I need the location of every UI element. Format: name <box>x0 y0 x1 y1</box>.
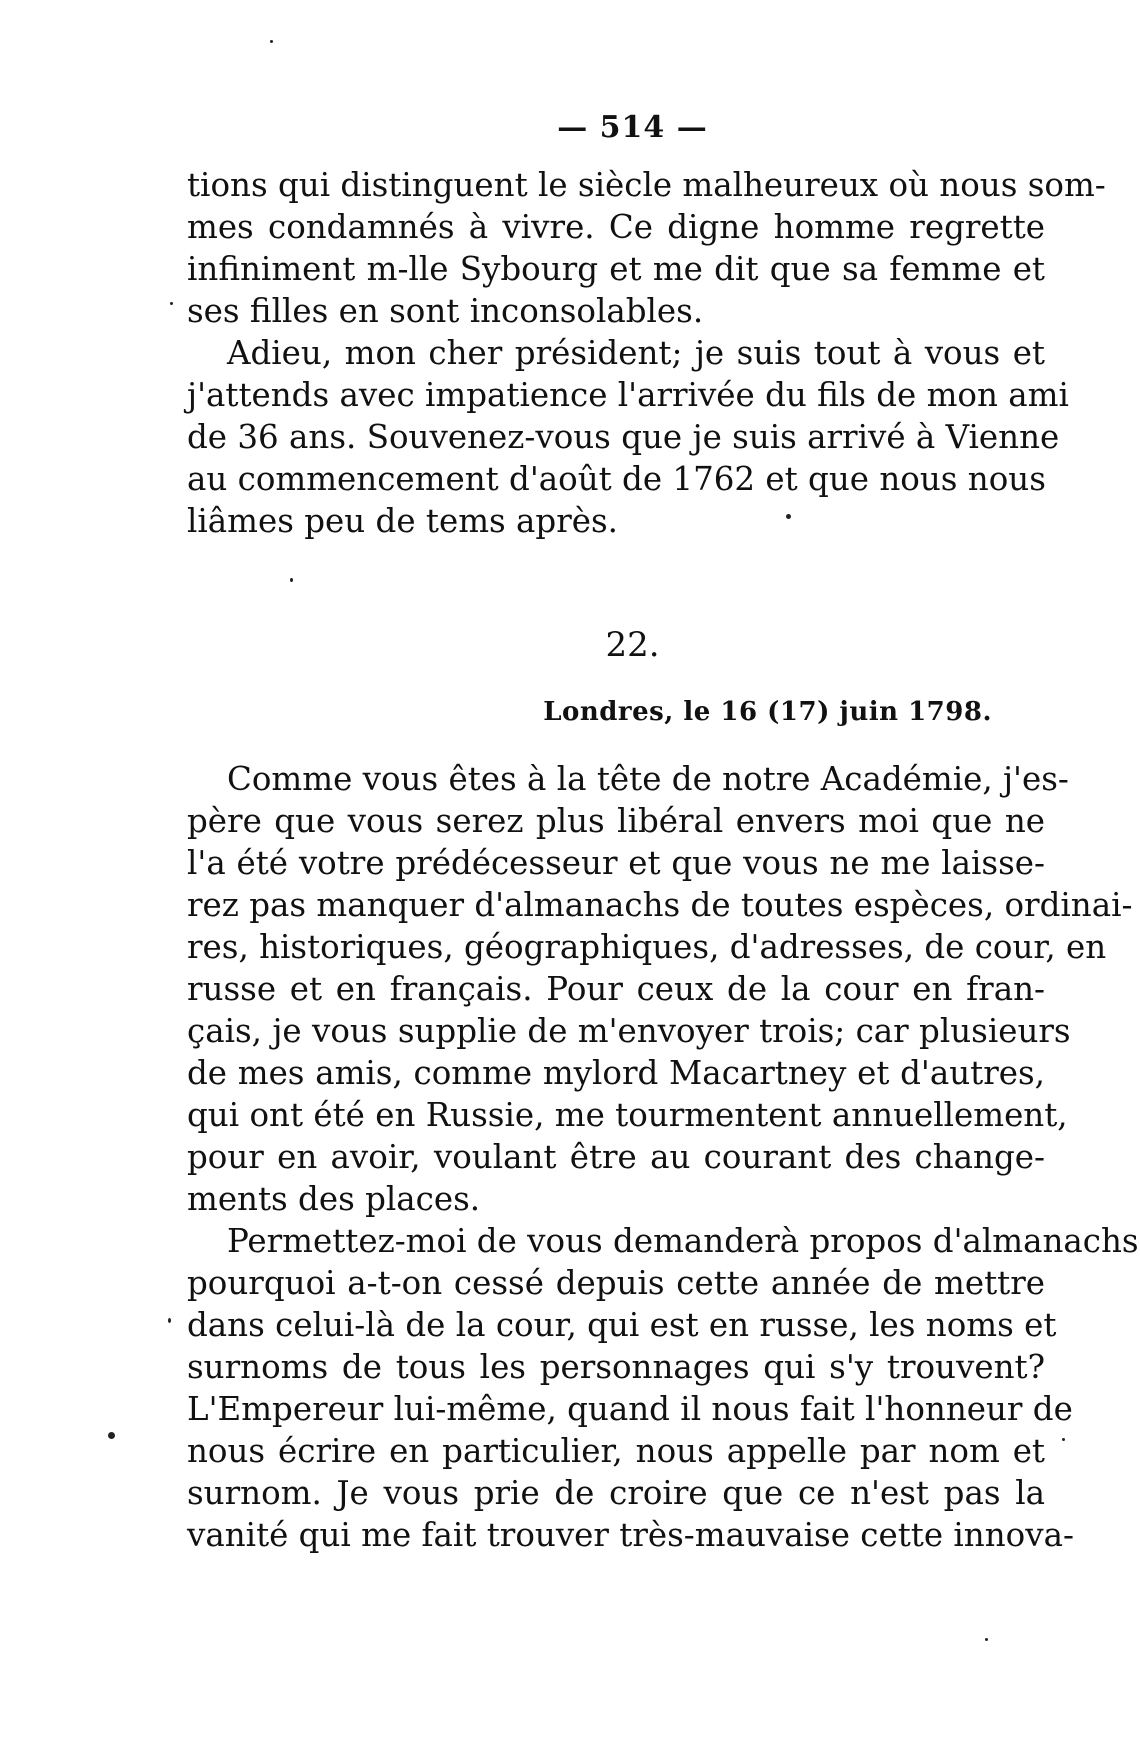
text-line: russe et en français. Pour ceux de la cour en fran- <box>187 970 1045 1008</box>
text-line: tions qui distinguent le siècle malheureux où nous som- <box>187 166 1106 204</box>
letter-body <box>187 758 1139 1558</box>
scan-speck <box>108 1432 115 1439</box>
scan-speck <box>786 514 791 519</box>
text-line: mes condamnés à vivre. Ce digne homme regrette <box>187 208 1045 246</box>
text-line: nous écrire en particulier, nous appelle par nom et <box>187 1432 1045 1470</box>
page-number: — 514 — <box>557 110 708 145</box>
text-line: de 36 ans. Souvenez-vous que je suis arrivé à Vienne <box>187 418 1060 456</box>
letter-dateline: Londres, le 16 (17) juin 1798. <box>543 697 992 727</box>
text-line: j'attends avec impatience l'arrivée du fils de mon ami <box>187 376 1069 414</box>
scan-speck <box>985 1638 988 1641</box>
scan-speck <box>170 302 173 305</box>
scan-speck <box>168 1318 171 1323</box>
text-line: Comme vous êtes à la tête de notre Académie, j'es- <box>227 760 1069 798</box>
text-line: vanité qui me fait trouver très-mauvaise cette innova- <box>187 1516 1074 1554</box>
text-line: ments des places. <box>187 1180 481 1218</box>
text-line: au commencement d'août de 1762 et que nous nous <box>187 460 1046 498</box>
text-line: liâmes peu de tems après. <box>187 502 618 540</box>
continuation-text <box>187 164 1106 544</box>
text-line: res, historiques, géographiques, d'adresses, de cour, en <box>187 928 1107 966</box>
text-line: qui ont été en Russie, me tourmentent annuellement, <box>187 1096 1068 1134</box>
text-line: pourquoi a-t-on cessé depuis cette année de mettre <box>187 1264 1045 1302</box>
text-line: père que vous serez plus libéral envers moi que ne <box>187 802 1045 840</box>
text-line: Permettez-moi de vous demanderà propos d'almanachs <box>227 1222 1139 1260</box>
text-line: surnom. Je vous prie de croire que ce n'est pas la <box>187 1474 1045 1512</box>
letter-number: 22. <box>605 625 660 665</box>
text-line: pour en avoir, voulant être au courant des change- <box>187 1138 1045 1176</box>
text-line: dans celui-là de la cour, qui est en russe, les noms et <box>187 1306 1057 1344</box>
text-line: ses filles en sont inconsolables. <box>187 292 704 330</box>
scan-speck <box>1062 1438 1065 1441</box>
scan-speck <box>270 40 273 43</box>
text-line: rez pas manquer d'almanachs de toutes espèces, ordinai- <box>187 886 1133 924</box>
scan-speck <box>290 578 293 582</box>
text-line: l'a été votre prédécesseur et que vous ne me laisse- <box>187 844 1045 882</box>
text-line: infiniment m-lle Sybourg et me dit que sa femme et <box>187 250 1045 288</box>
text-line: L'Empereur lui-même, quand il nous fait l'honneur de <box>187 1390 1073 1428</box>
text-line: de mes amis, comme mylord Macartney et d'autres, <box>187 1054 1045 1092</box>
text-line: Adieu, mon cher président; je suis tout à vous et <box>227 334 1045 372</box>
text-line: surnoms de tous les personnages qui s'y trouvent? <box>187 1348 1045 1386</box>
text-line: çais, je vous supplie de m'envoyer trois; car plusieurs <box>187 1012 1071 1050</box>
